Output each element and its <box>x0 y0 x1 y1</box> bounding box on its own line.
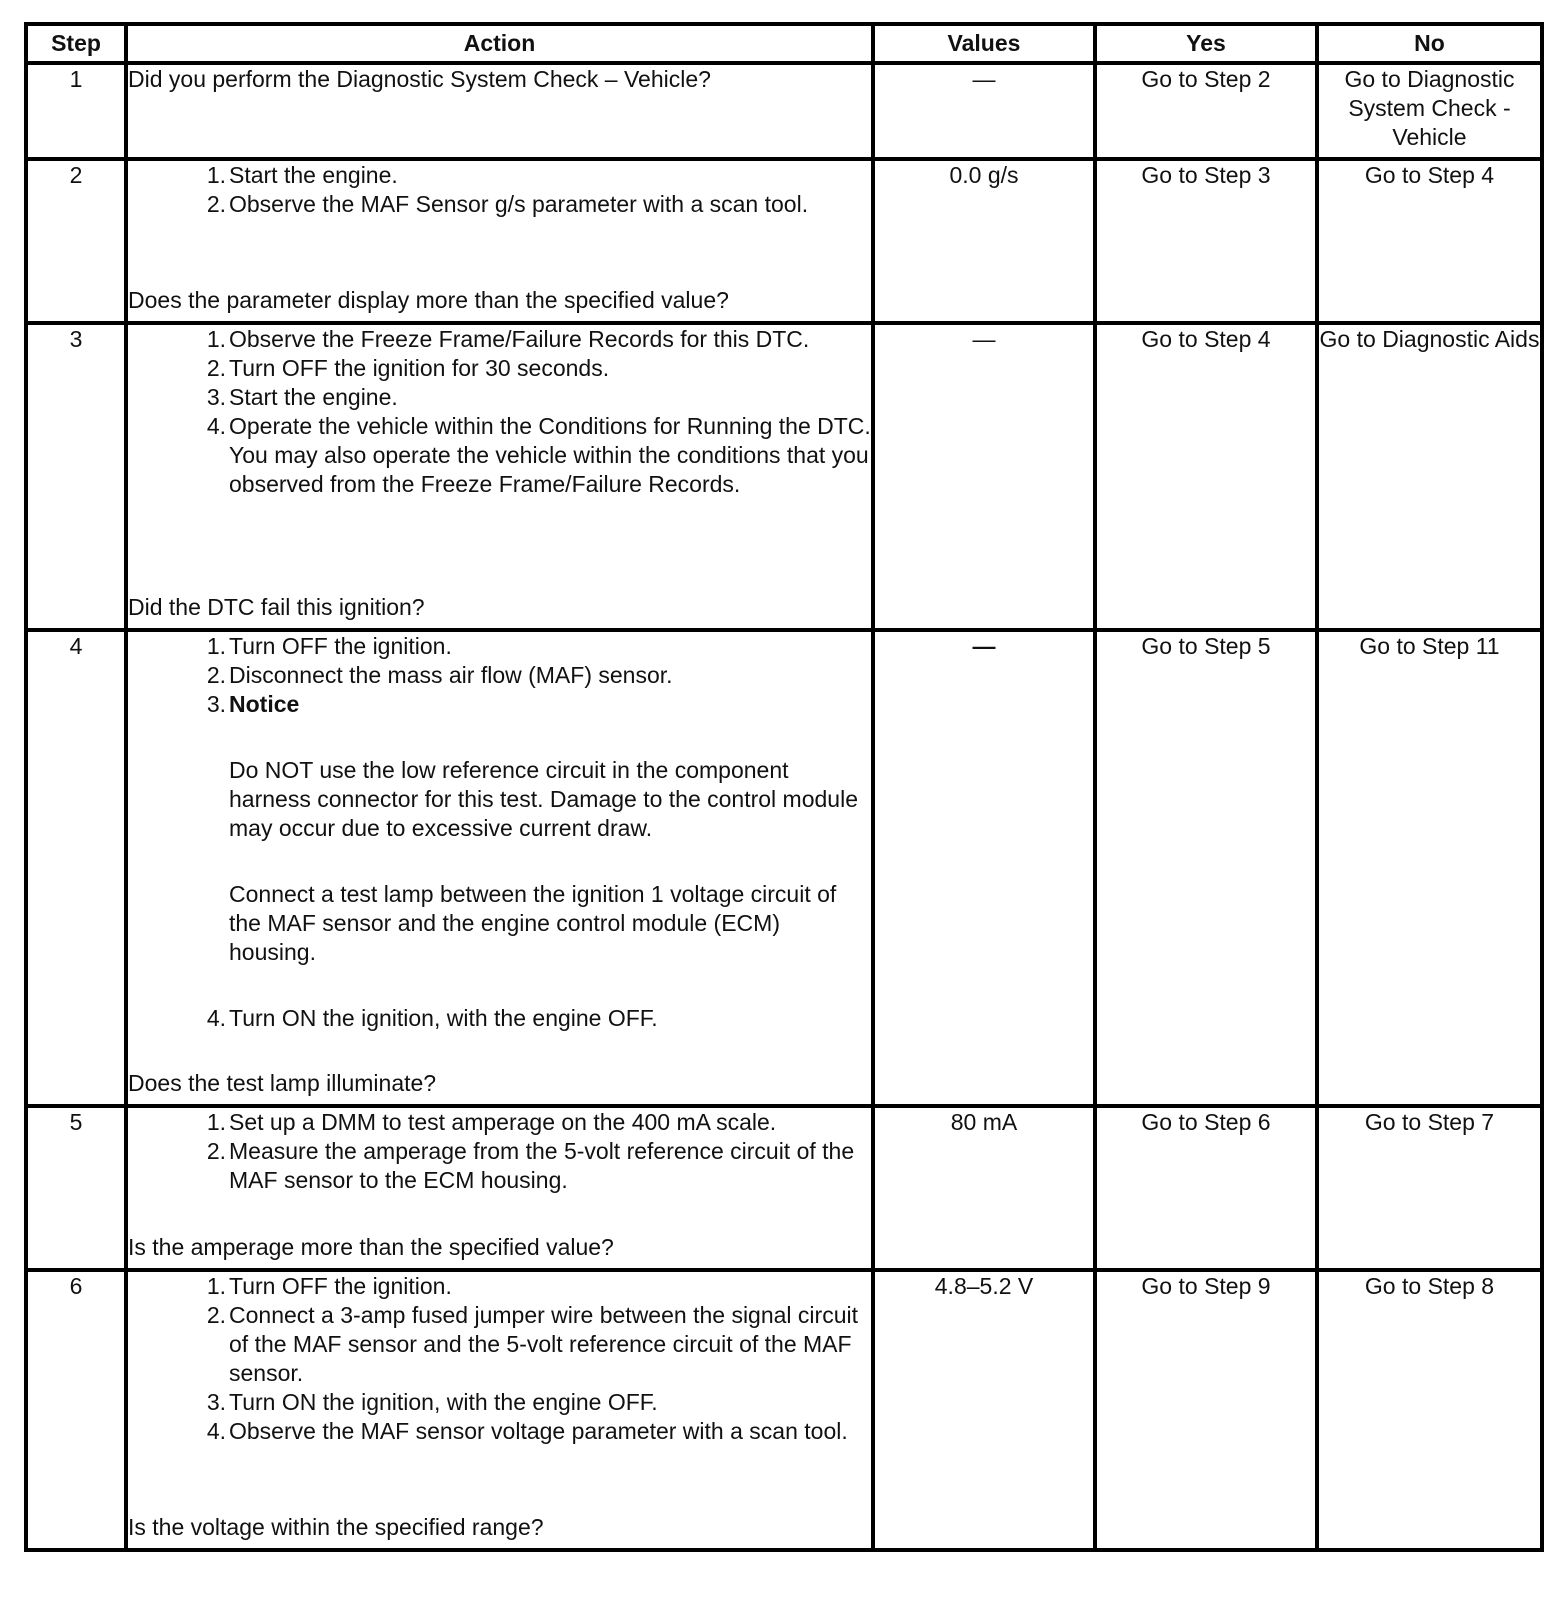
no-result: Go to Step 11 <box>1317 630 1542 1106</box>
list-item: 4. Operate the vehicle within the Conditions for Running the DTC. You may also operate the vehicle within the conditions that you observed from the Freeze Frame/Failure Records. <box>206 413 871 497</box>
list-item: 3. Start the engine. <box>206 384 398 410</box>
spec-value: — <box>873 630 1095 1106</box>
list-item: 3. Notice Do NOT use the low reference circuit in the component harness connector for this test. Damage to the control module may occur due to excessive current draw. Connect a test lamp between the ignition 1 voltage circuit of the MAF sensor and the engine control module (ECM) housing. <box>128 690 871 967</box>
step-number: 6 <box>26 1270 126 1550</box>
action-steps <box>128 161 871 219</box>
action-cell <box>126 1270 873 1550</box>
table-row <box>26 323 1542 630</box>
list-item: 1. Turn OFF the ignition. <box>206 1273 452 1299</box>
action-cell <box>126 63 873 159</box>
table-row <box>26 159 1542 323</box>
list-item: 1. Observe the Freeze Frame/Failure Records for this DTC. <box>206 326 810 352</box>
list-item: 2. Observe the MAF Sensor g/s parameter with a scan tool. <box>206 191 809 217</box>
action-cell <box>126 630 873 1106</box>
notice-title: Notice <box>229 691 300 717</box>
action-question: Does the parameter display more than the specified value? <box>128 287 729 313</box>
action-question: Is the amperage more than the specified value? <box>128 1234 614 1260</box>
step-number: 3 <box>26 323 126 630</box>
header-action: Action <box>126 24 873 63</box>
list-item: 4. Turn ON the ignition, with the engine OFF. <box>206 1005 658 1031</box>
no-result: Go to Diagnostic Aids <box>1317 323 1542 630</box>
action-question: Did the DTC fail this ignition? <box>128 594 425 620</box>
header-row <box>26 24 1542 63</box>
action-cell <box>126 159 873 323</box>
action-question: Is the voltage within the specified range? <box>128 1514 544 1540</box>
action-steps <box>128 1272 871 1446</box>
spec-value: — <box>873 63 1095 159</box>
action-cell <box>126 1106 873 1270</box>
spec-value: 4.8–5.2 V <box>873 1270 1095 1550</box>
header-step: Step <box>26 24 126 63</box>
step-number: 1 <box>26 63 126 159</box>
list-item: 1. Turn OFF the ignition. <box>206 633 452 659</box>
yes-result: Go to Step 3 <box>1095 159 1317 323</box>
no-result: Go to Step 7 <box>1317 1106 1542 1270</box>
step-number: 4 <box>26 630 126 1106</box>
list-item: 2. Disconnect the mass air flow (MAF) sensor. <box>206 662 673 688</box>
action-question: Does the test lamp illuminate? <box>128 1070 437 1096</box>
action-question: Did you perform the Diagnostic System Check – Vehicle? <box>128 66 711 92</box>
header-values: Values <box>873 24 1095 63</box>
no-result: Go to Diagnostic System Check - Vehicle <box>1317 63 1542 159</box>
diagnostic-table <box>24 22 1544 1552</box>
spec-value: 0.0 g/s <box>873 159 1095 323</box>
list-item: 1. Start the engine. <box>206 162 398 188</box>
action-steps <box>128 1108 871 1195</box>
spec-value: — <box>873 323 1095 630</box>
yes-result: Go to Step 4 <box>1095 323 1317 630</box>
spec-value: 80 mA <box>873 1106 1095 1270</box>
notice-step-text: Connect a test lamp between the ignition 1 voltage circuit of the MAF sensor and the engine control module (ECM) housing. <box>229 881 837 965</box>
table-row <box>26 630 1542 1106</box>
list-item: 1. Set up a DMM to test amperage on the 400 mA scale. <box>206 1109 777 1135</box>
yes-result: Go to Step 6 <box>1095 1106 1317 1270</box>
action-cell <box>126 323 873 630</box>
step-number: 2 <box>26 159 126 323</box>
no-result: Go to Step 8 <box>1317 1270 1542 1550</box>
table-row <box>26 63 1542 159</box>
list-item: 4. Observe the MAF sensor voltage parameter with a scan tool. <box>206 1418 848 1444</box>
no-result: Go to Step 4 <box>1317 159 1542 323</box>
list-item: 2. Connect a 3-amp fused jumper wire between the signal circuit of the MAF sensor and the 5-volt reference circuit of the MAF sensor. <box>206 1302 858 1386</box>
header-no: No <box>1317 24 1542 63</box>
yes-result: Go to Step 9 <box>1095 1270 1317 1550</box>
list-item: 3. Turn ON the ignition, with the engine OFF. <box>206 1389 658 1415</box>
step-number: 5 <box>26 1106 126 1270</box>
list-item: 2. Measure the amperage from the 5-volt reference circuit of the MAF sensor to the ECM housing. <box>206 1138 855 1193</box>
action-steps <box>128 325 871 499</box>
table-row <box>26 1270 1542 1550</box>
header-yes: Yes <box>1095 24 1317 63</box>
yes-result: Go to Step 5 <box>1095 630 1317 1106</box>
table-row <box>26 1106 1542 1270</box>
list-item: 2. Turn OFF the ignition for 30 seconds. <box>206 355 610 381</box>
action-steps <box>128 632 871 1033</box>
yes-result: Go to Step 2 <box>1095 63 1317 159</box>
notice-text: Do NOT use the low reference circuit in the component harness connector for this test. Damage to the control module may occur due to excessive current draw. <box>229 757 858 841</box>
